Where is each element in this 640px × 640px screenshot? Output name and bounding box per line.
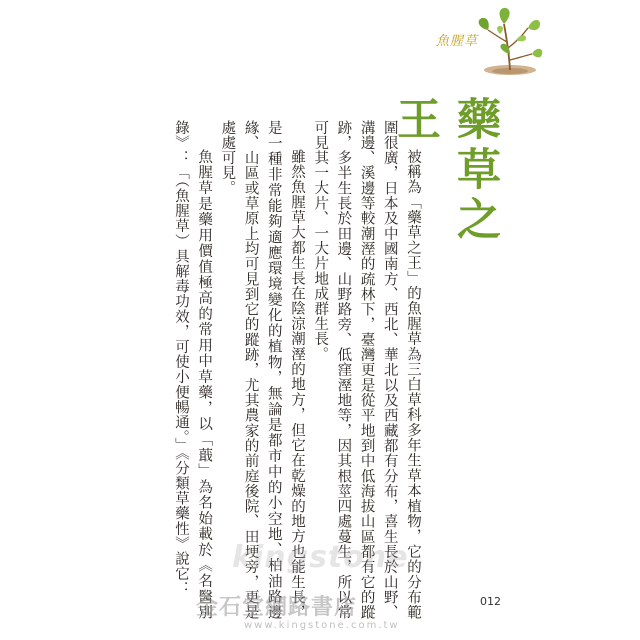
watermark-logo: kingstone — [232, 540, 409, 575]
chapter-title: 藥草之王 — [389, 96, 500, 246]
herb-plant-illustration — [470, 4, 546, 80]
section-label: 魚腥草 — [436, 34, 479, 49]
paragraph: 魚腥草是藥用價值極高的常用中草藥，以「蕺」為名始載於《名醫別錄》：「（魚腥草）具解毒功效，可使小便暢通。」《分類草藥性》說它： — [172, 120, 213, 620]
watermark-url: www.kingstone.com.tw — [244, 620, 400, 631]
chapter-header — [436, 4, 546, 80]
page-number: 012 — [480, 595, 501, 608]
paragraph: 被稱為「藥草之王」的魚腥草為三白草科多年生草本植物，它的分布範圍很廣，日本及中國南方、西北、華北以及西藏都有分布，喜生長於山野、溝邊、溪邊等較潮溼的疏林下，臺灣更是從平地到中低海拔山區都有它的蹤跡，多半生長於田邊、山野路旁、低窪溼地等，因其根莖四處蔓生，所以常可見其一大片、一大片地成群生長。 — [312, 120, 421, 620]
watermark-store-name: 金石堂網路書店 — [196, 594, 358, 620]
paragraph: 雖然魚腥草大都生長在陰涼潮溼的地方，但它在乾燥的地方也能生長，是一種非常能夠適應環境變化的植物，無論是都市中的小空地、柏油路邊緣、山區或草原上均可見到它的蹤跡，尤其農家的前庭後院、田埂旁，更是處處可見。 — [219, 120, 305, 620]
